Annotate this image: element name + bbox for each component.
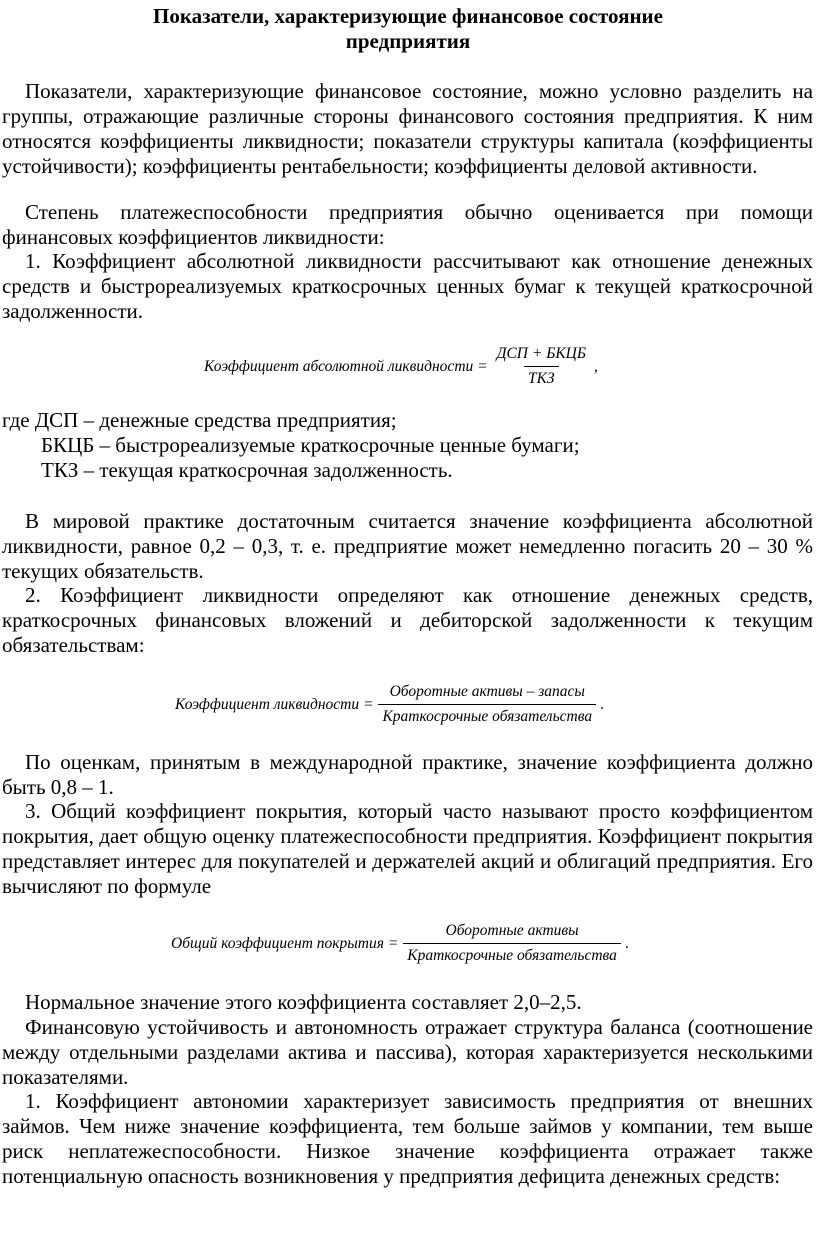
formula-fraction — [378, 683, 596, 726]
formula-punctuation: . — [624, 934, 629, 952]
paragraph-absolute-liquidity: 1. Коэффициент абсолютной ликвидности рассчитывают как отношение денежных средств и быстрореализуемых краткосрочных ценных бумаг к текущей краткосрочной задолженности. — [2, 249, 813, 323]
formula-numerator: Оборотные активы – запасы — [389, 683, 585, 700]
paragraph-world-practice: В мировой практике достаточным считается значение коэффициента абсолютной ликвидности, равное 0,2 – 0,3, т. е. предприятие может немедленно погасить 20 – 30 % текущих обязательств. — [2, 509, 813, 583]
paragraph-solvency: Степень платежеспособности предприятия обычно оценивается при помощи финансовых коэффициентов ликвидности: — [2, 200, 813, 249]
definition-bkcb: БКЦБ – быстрореализуемые краткосрочные ценные бумаги; — [41, 433, 580, 457]
formula-liquidity — [175, 683, 604, 726]
paragraph-autonomy: 1. Коэффициент автономии характеризует зависимость предприятия от внешних займов. Чем ниже значение коэффициента, тем больше займов у компании, тем выше риск неплатежеспособности. Низкое значение коэффициента отражает также потенциальную опасность возникновения у предприятия дефицита денежных средств: — [2, 1089, 813, 1188]
definitions-list — [2, 408, 813, 483]
formula-lhs: Коэффициент ликвидности = — [175, 695, 374, 713]
formula-fraction — [403, 922, 621, 965]
definition-tkz: ТКЗ – текущая краткосрочная задолженность. — [41, 458, 453, 482]
page-title-line-2: предприятия — [345, 29, 471, 53]
paragraph-liquidity-ratio: 2. Коэффициент ликвидности определяют как отношение денежных средств, краткосрочных финансовых вложений и дебиторской задолженности к текущим обязательствам: — [2, 583, 813, 657]
formula-punctuation: , — [593, 357, 598, 375]
formula-numerator: ДСП + БКЦБ — [496, 345, 586, 362]
paragraph-coverage-ratio: 3. Общий коэффициент покрытия, который часто называют просто коэффициентом покрытия, дает общую оценку платежеспособности предприятия. Коэффициент покрытия представляет интерес для покупателей и держателей акций и облигаций предприятия. Его вычисляют по формуле — [2, 799, 813, 898]
paragraph-stability: Финансовую устойчивость и автономность отражает структура баланса (соотношение между отдельными разделами актива и пассива), которая характеризуется несколькими показателями. — [2, 1015, 813, 1089]
formula-absolute-liquidity — [204, 345, 598, 388]
paragraph-intro: Показатели, характеризующие финансовое состояние, можно условно разделить на группы, отражающие различные стороны финансового состояния предприятия. К ним относятся коэффициенты ликвидности; показатели структуры капитала (коэффициенты устойчивости); коэффициенты рентабельности; коэффициенты деловой активности. — [2, 79, 813, 178]
formula-lhs: Общий коэффициент покрытия = — [171, 934, 399, 952]
formula-lhs: Коэффициент абсолютной ликвидности = — [204, 357, 488, 375]
page-title-line-1: Показатели, характеризующие финансовое состояние — [153, 4, 663, 28]
page-title — [0, 4, 816, 54]
formula-coverage — [171, 922, 629, 965]
definition-dsp: где ДСП – денежные средства предприятия; — [2, 408, 397, 432]
formula-punctuation: . — [600, 695, 604, 713]
paragraph-normal-value: Нормальное значение этого коэффициента составляет 2,0–2,5. — [25, 990, 582, 1014]
formula-denominator: Краткосрочные обязательства — [403, 943, 621, 965]
formula-fraction — [493, 345, 590, 388]
formula-denominator: ТКЗ — [524, 366, 559, 388]
formula-numerator: Оборотные активы — [445, 922, 579, 939]
formula-denominator: Краткосрочные обязательства — [378, 704, 596, 726]
paragraph-international-practice: По оценкам, принятым в международной практике, значение коэффициента должно быть 0,8 – 1. — [2, 750, 813, 799]
